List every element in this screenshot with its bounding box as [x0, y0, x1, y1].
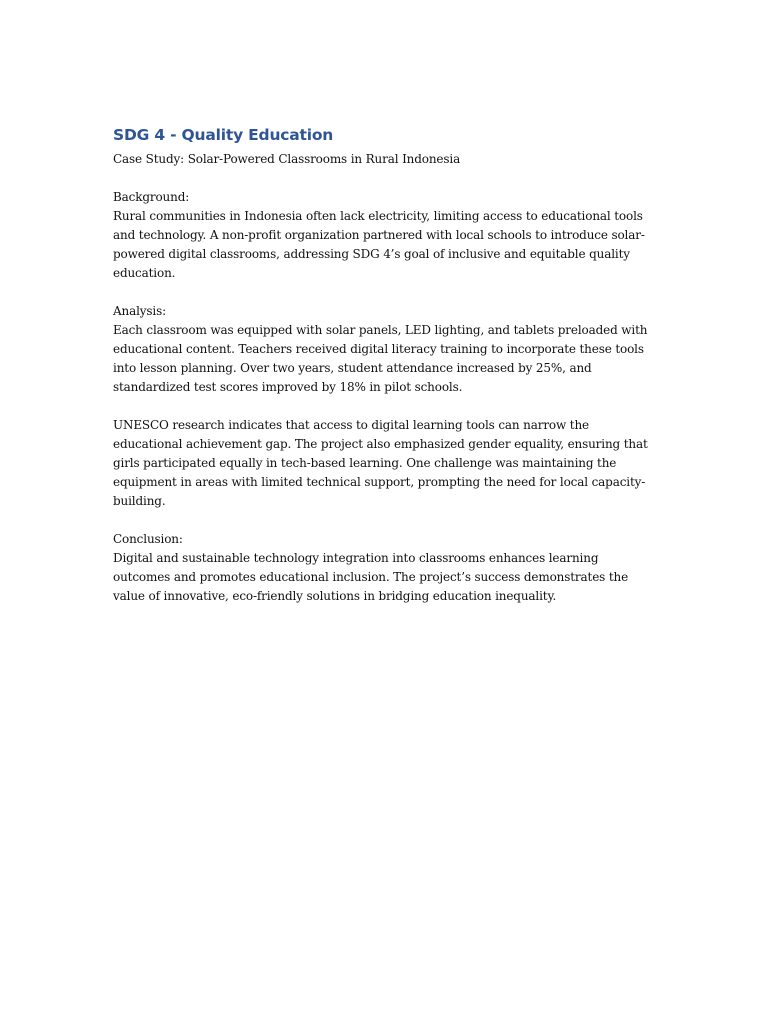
document-title: SDG 4 - Quality Education: [113, 126, 334, 144]
spacer: [113, 283, 658, 302]
spacer: [113, 397, 658, 416]
spacer: [113, 169, 658, 188]
analysis-paragraph: Each classroom was equipped with solar panels, LED lighting, and tablets preloaded with educational content. Teachers received digital literacy training to incorporate these tools into lesson planning. Over two years, student attendance increased by 25%, and standardized test scores improved by 18% in pilot schools.: [113, 323, 648, 394]
unesco-paragraph: UNESCO research indicates that access to digital learning tools can narrow the educational achievement gap. The project also emphasized gender equality, ensuring that girls participated equally in tech-based learning. One challenge was maintaining the equipment in areas with limited technical support, prompting the need for local capacity-building.: [113, 418, 648, 508]
background-paragraph: Rural communities in Indonesia often lack electricity, limiting access to educational tools and technology. A non-profit organization partnered with local schools to introduce solar-powered digital classrooms, addressing SDG 4’s goal of inclusive and equitable quality education.: [113, 209, 645, 280]
document-page: [113, 124, 658, 606]
spacer: [113, 511, 658, 530]
conclusion-paragraph: Digital and sustainable technology integration into classrooms enhances learning outcomes and promotes educational inclusion. The project’s success demonstrates the value of innovative, eco-friendly solutions in bridging education inequality.: [113, 551, 629, 603]
conclusion-heading: Conclusion:: [113, 532, 183, 546]
background-heading: Background:: [113, 190, 190, 204]
analysis-heading: Analysis:: [113, 304, 167, 318]
case-study-subtitle: Case Study: Solar-Powered Classrooms in Rural Indonesia: [113, 152, 461, 166]
